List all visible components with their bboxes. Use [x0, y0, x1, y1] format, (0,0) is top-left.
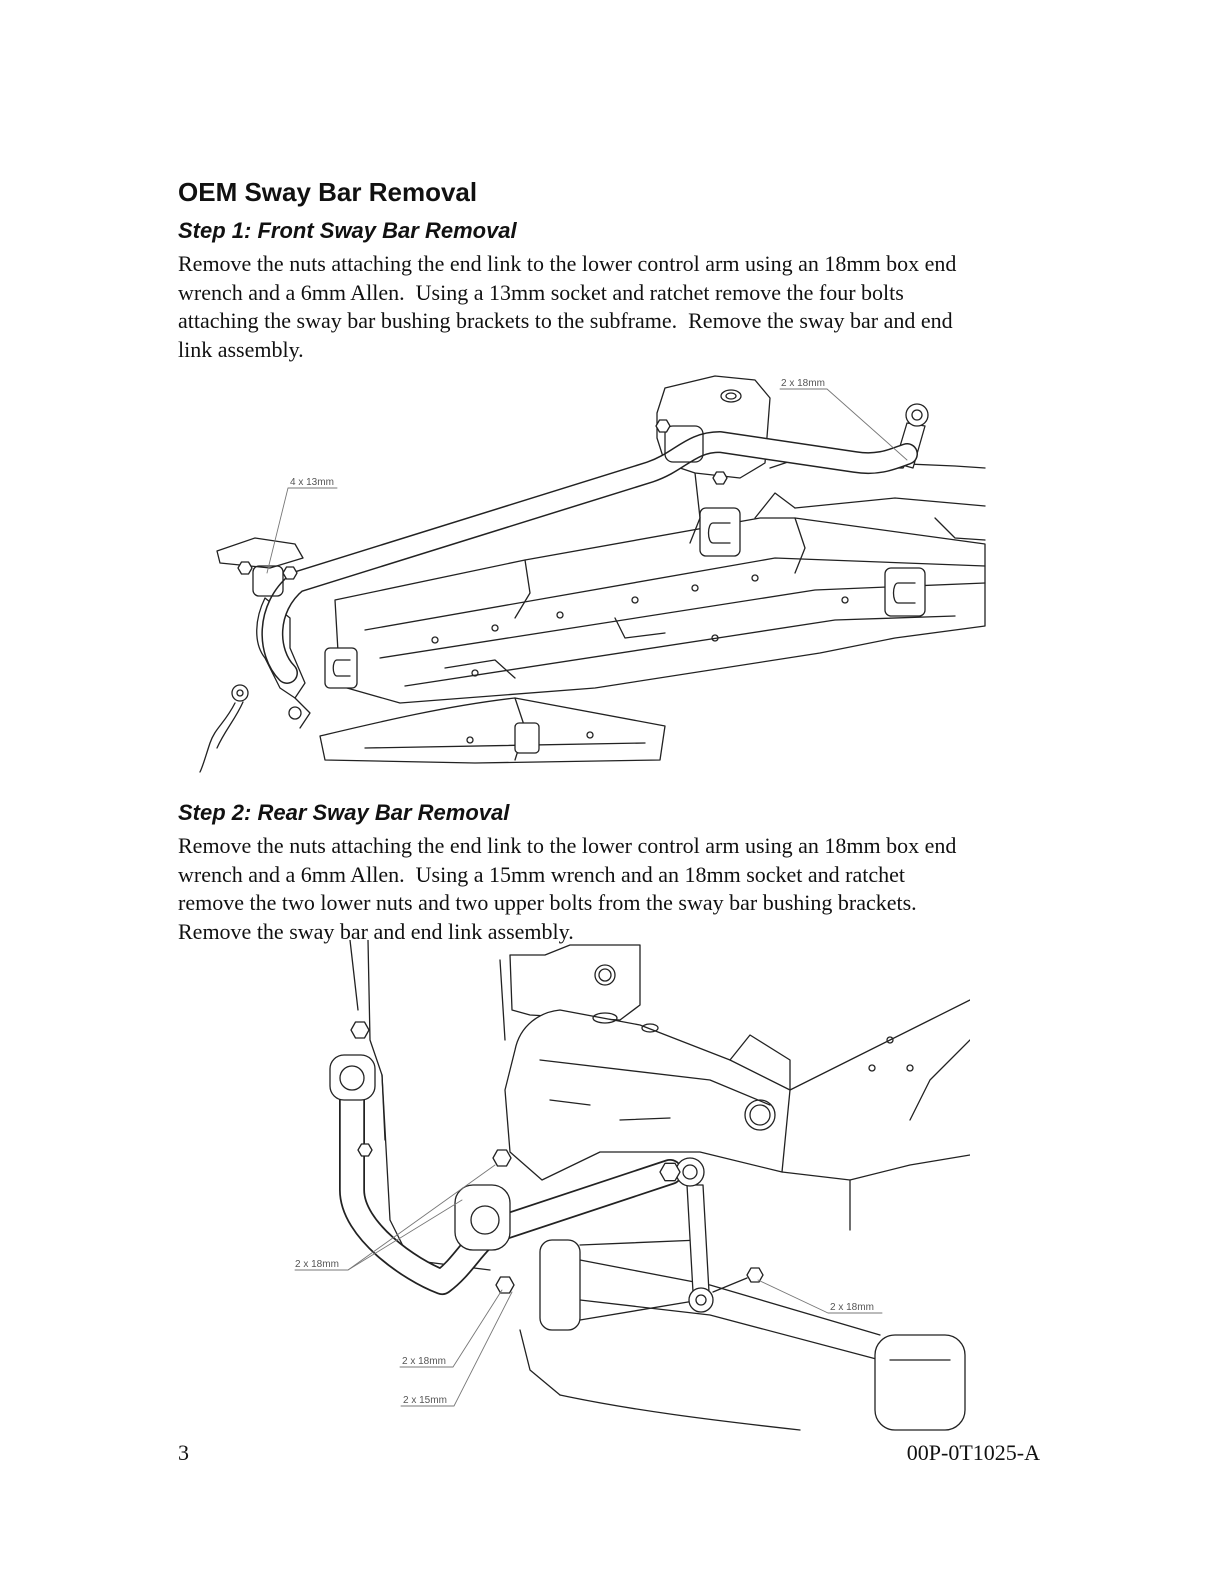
callout-label: 4 x 13mm — [290, 477, 334, 488]
abs-sensor-wire — [200, 685, 248, 772]
step-2-line: wrench and a 6mm Allen. Using a 15mm wrench and an 18mm socket and ratchet — [178, 861, 906, 887]
callout-label: 2 x 18mm — [295, 1259, 339, 1270]
front-sway-bar-diagram — [195, 368, 990, 773]
step-1-line: attaching the sway bar bushing brackets to the subframe. Remove the sway bar and end — [178, 308, 953, 334]
step-2-line: Remove the sway bar and end link assembly. — [178, 919, 574, 945]
step-2-instructions — [178, 832, 956, 947]
callout-label: 2 x 15mm — [403, 1395, 447, 1406]
step-1-line: link assembly. — [178, 337, 304, 363]
lower-control-arm — [520, 1260, 965, 1430]
callout-2x15mm — [401, 1292, 512, 1406]
rear-sway-bar-diagram — [290, 940, 970, 1438]
rear-sway-bar-drawing — [290, 940, 970, 1438]
front-sway-bar-drawing — [195, 368, 990, 773]
callout-label: 2 x 18mm — [781, 378, 825, 389]
step-2-line: remove the two lower nuts and two upper bolts from the sway bar bushing brackets. — [178, 890, 917, 916]
callout-label: 2 x 18mm — [402, 1356, 446, 1367]
step-1-line: Remove the nuts attaching the end link to the lower control arm using an 18mm box end — [178, 251, 957, 276]
skid-plate — [320, 698, 665, 763]
section-title: OEM Sway Bar Removal — [178, 177, 478, 207]
upper-body-structure — [782, 1000, 970, 1230]
document-code: 00P-0T1025-A — [906, 1440, 1040, 1465]
callout-lower-2x18mm — [400, 1290, 502, 1367]
callout-right-2x18mm — [758, 1280, 882, 1313]
lower-arm-bushing — [540, 1240, 700, 1330]
rear-end-link — [660, 1158, 763, 1312]
page-number: 3 — [178, 1440, 189, 1465]
step-1-line: wrench and a 6mm Allen. Using a 13mm socket and ratchet remove the four bolts — [178, 279, 904, 305]
step-2-line: Remove the nuts attaching the end link to the lower control arm using an 18mm box end — [178, 833, 957, 858]
callout-label: 2 x 18mm — [830, 1302, 874, 1313]
step-1-instructions — [178, 250, 956, 365]
knuckle-bracket — [505, 1010, 790, 1180]
step-1-heading: Step 1: Front Sway Bar Removal — [178, 218, 517, 243]
step-2-heading: Step 2: Rear Sway Bar Removal — [178, 800, 510, 825]
